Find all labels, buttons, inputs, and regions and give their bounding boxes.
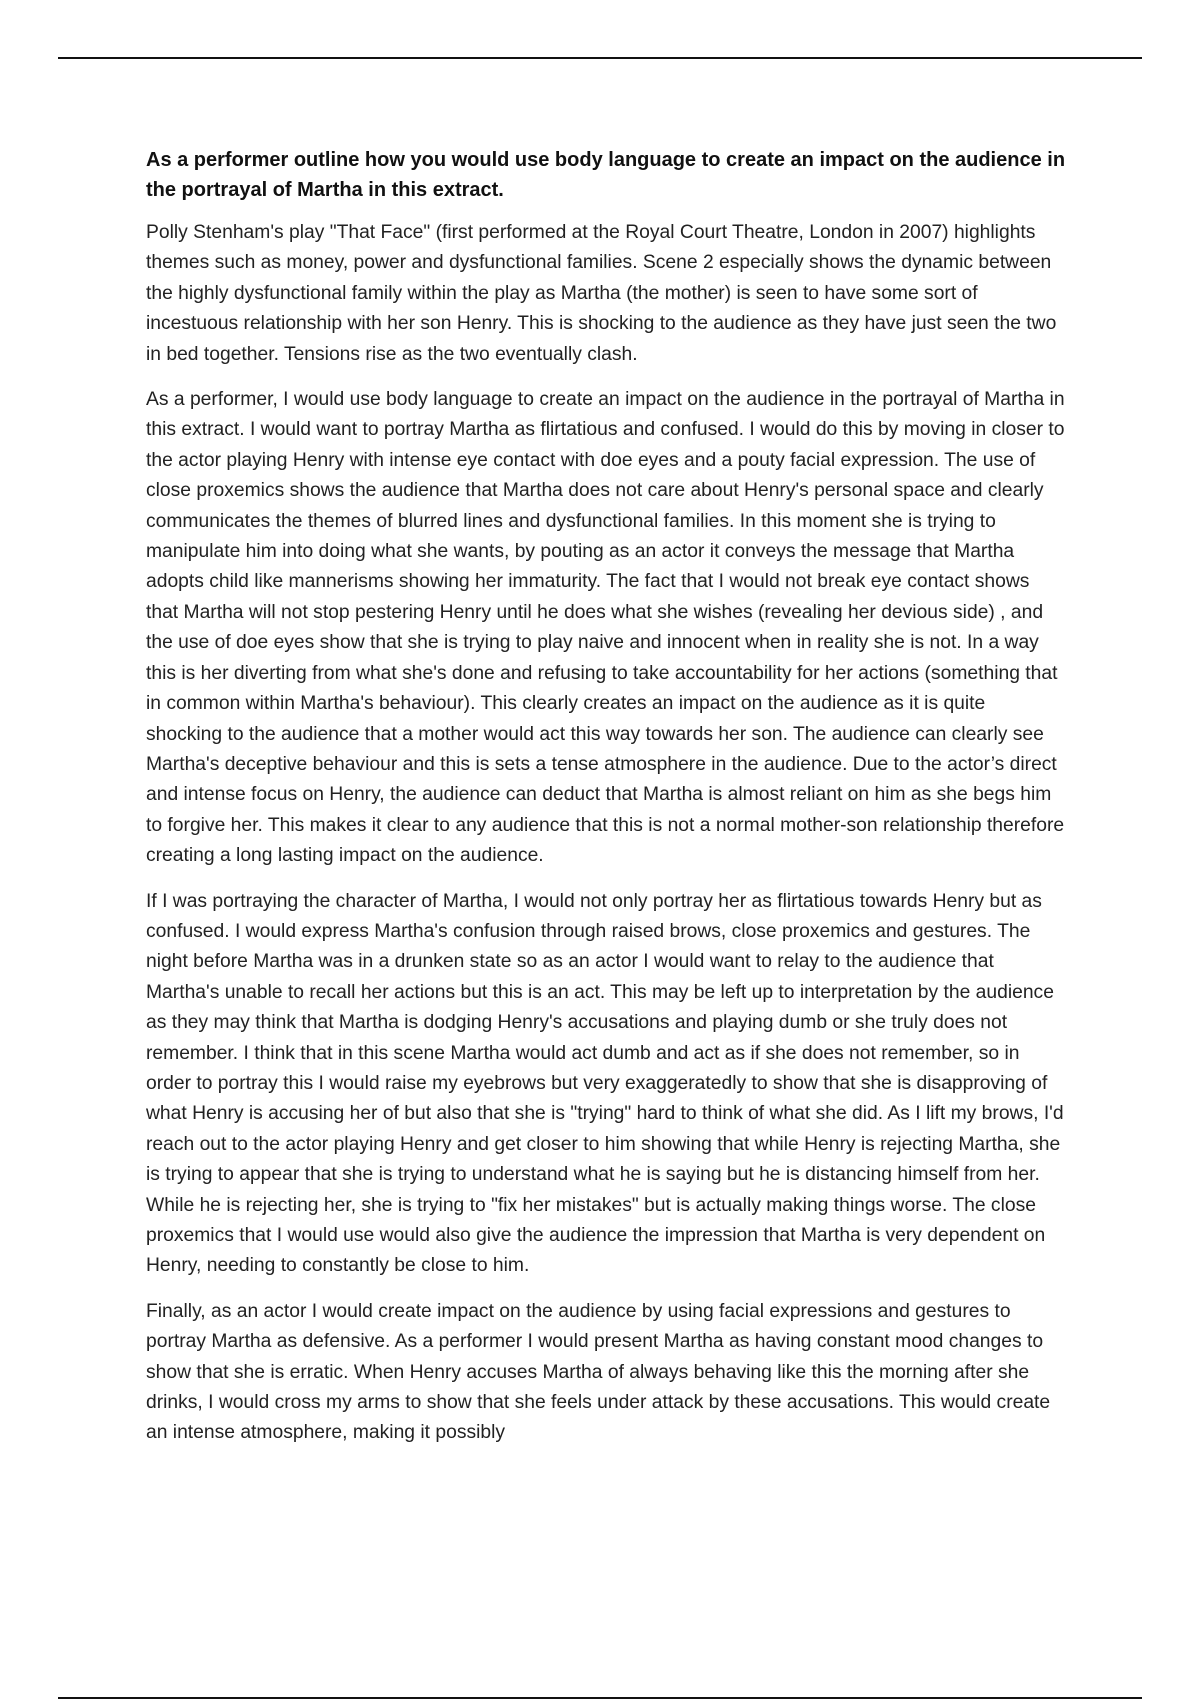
- document-body: [146, 145, 1066, 1464]
- question-heading: As a performer outline how you would use body language to create an impact on the audience in the portrayal of Martha in this extract.: [146, 149, 1066, 201]
- paragraph-defensive: Finally, as an actor I would create impact on the audience by using facial expressions and gestures to portray Martha as defensive. As a performer I would present Martha as having constant mood changes to show that she is erratic. When Henry accuses Martha of always behaving like this the morning after she drinks, I would cross my arms to show that she feels under attack by these accusations. This would create an intense atmosphere, making it possibly: [146, 1300, 1051, 1444]
- header-rule: [58, 57, 1142, 59]
- paragraph-confused: If I was portraying the character of Martha, I would not only portray her as flirtatious towards Henry but as confused. I would express Martha's confusion through raised brows, close proxemics and gestures. The night before Martha was in a drunken state so as an actor I would want to relay to the audience that Martha's unable to recall her actions but this is an act. This may be left up to interpretation by the audience as they may think that Martha is dodging Henry's accusations and playing dumb or she truly does not remember. I think that in this scene Martha would act dumb and act as if she does not remember, so in order to portray this I would raise my eyebrows but very exaggeratedly to show that she is disapproving of what Henry is accusing her of but also that she is "trying" hard to think of what she did. As I lift my brows, I'd reach out to the actor playing Henry and get closer to him showing that while Henry is rejecting Martha, she is trying to appear that she is trying to understand what he is saying but he is distancing himself from her. While he is rejecting her, she is trying to "fix her mistakes" but is actually making things worse. The close proxemics that I would use would also give the audience the impression that Martha is very dependent on Henry, needing to constantly be close to him.: [146, 890, 1064, 1277]
- footer-rule: [58, 1697, 1142, 1699]
- paragraph-flirtatious: As a performer, I would use body language to create an impact on the audience in the portrayal of Martha in this extract. I would want to portray Martha as flirtatious and confused. I would do this by moving in closer to the actor playing Henry with intense eye contact with doe eyes and a pouty facial expression. The use of close proxemics shows the audience that Martha does not care about Henry's personal space and clearly communicates the themes of blurred lines and dysfunctional families. In this moment she is trying to manipulate him into doing what she wants, by pouting as an actor it conveys the message that Martha adopts child like mannerisms showing her immaturity. The fact that I would not break eye contact shows that Martha will not stop pestering Henry until he does what she wishes (revealing her devious side) , and the use of doe eyes show that she is trying to play naive and innocent when in reality she is not. In a way this is her diverting from what she's done and refusing to take accountability for her actions (something that in common within Martha's behaviour). This clearly creates an impact on the audience as it is quite shocking to the audience that a mother would act this way towards her son. The audience can clearly see Martha's deceptive behaviour and this is sets a tense atmosphere in the audience. Due to the actor’s direct and intense focus on Henry, the audience can deduct that Martha is almost reliant on him as she begs him to forgive her. This makes it clear to any audience that this is not a normal mother-son relationship therefore creating a long lasting impact on the audience.: [146, 389, 1065, 867]
- paragraph-introduction: Polly Stenham's play "That Face" (first performed at the Royal Court Theatre, London in 2007) highlights themes such as money, power and dysfunctional families. Scene 2 especially shows the dynamic between the highly dysfunctional family within the play as Martha (the mother) is seen to have some sort of incestuous relationship with her son Henry. This is shocking to the audience as they have just seen the two in bed together. Tensions rise as the two eventually clash.: [146, 222, 1057, 365]
